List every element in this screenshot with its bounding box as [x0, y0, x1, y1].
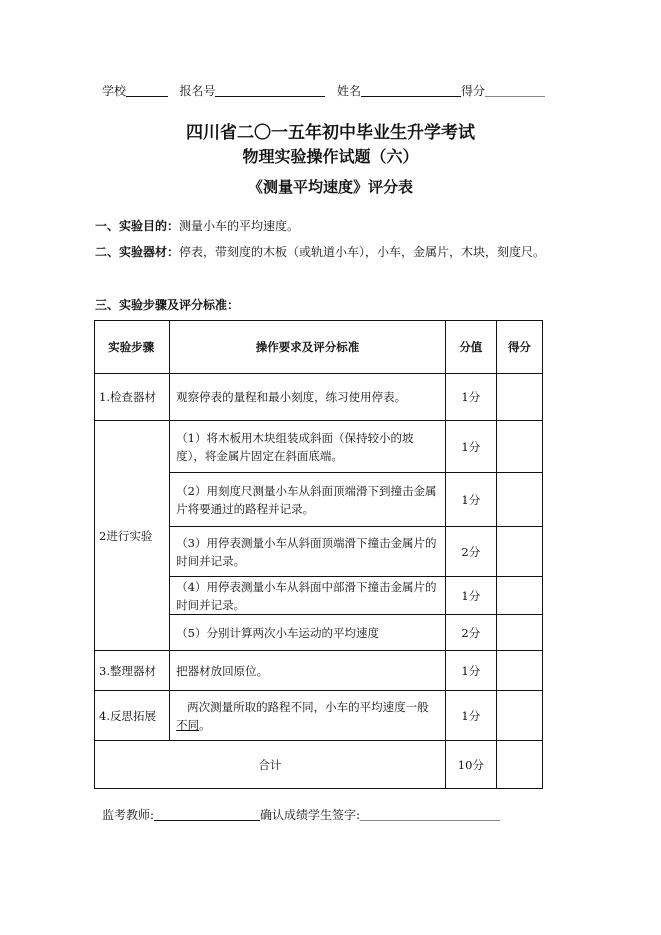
exam-subtitle: 物理实验操作试题（六）	[242, 147, 419, 166]
footer-signatures	[102, 806, 500, 823]
points-cell: 1分	[445, 691, 496, 741]
regno-blank[interactable]	[215, 84, 325, 97]
teacher-signature-blank[interactable]	[154, 808, 260, 821]
header-info-line	[102, 82, 545, 99]
header-points: 分值	[445, 321, 496, 374]
reflection-answer: 不同	[176, 717, 200, 732]
score-cell[interactable]	[496, 691, 542, 741]
table-row	[95, 691, 543, 741]
header-step: 实验步骤	[95, 321, 170, 374]
name-label: 姓名	[336, 84, 361, 98]
steps-label: 三、实验步骤及评分标准：	[95, 298, 240, 312]
score-cell[interactable]	[496, 421, 542, 473]
table-row	[95, 421, 543, 473]
score-label: 得分	[460, 84, 485, 98]
points-cell: 1分	[445, 421, 496, 473]
points-cell: 1分	[445, 651, 496, 691]
score-cell[interactable]	[496, 615, 542, 651]
table-row	[95, 374, 543, 421]
points-cell: 2分	[445, 615, 496, 651]
equipment-text: 停表，带刻度的木板（或轨道小车），小车，金属片，木块，刻度尺。	[179, 245, 546, 259]
points-cell: 2分	[445, 527, 496, 577]
header-score: 得分	[496, 321, 542, 374]
header-requirements: 操作要求及评分标准	[170, 321, 446, 374]
section-equipment	[95, 239, 565, 265]
points-cell: 1分	[445, 577, 496, 615]
requirement-cell: 把器材放回原位。	[170, 651, 446, 691]
table-row	[95, 651, 543, 691]
score-cell[interactable]	[496, 473, 542, 527]
score-cell[interactable]	[496, 527, 542, 577]
requirement-cell: 观察停表的量程和最小刻度，练习使用停表。	[170, 374, 446, 421]
points-cell: 1分	[445, 374, 496, 421]
step-cell: 1.检查器材	[95, 374, 170, 421]
exam-title: 四川省二〇一五年初中毕业生升学考试	[186, 123, 475, 143]
equipment-label: 二、实验器材：	[95, 245, 180, 259]
scoring-table	[94, 320, 543, 789]
step-cell: 2进行实验	[95, 421, 170, 651]
student-signature-blank[interactable]	[360, 808, 500, 821]
points-cell: 1分	[445, 473, 496, 527]
score-cell[interactable]	[496, 374, 542, 421]
requirement-cell: （1）将木板用木块组装成斜面（保持较小的坡度），将金属片固定在斜面底端。	[170, 421, 446, 473]
total-label: 合计	[95, 741, 446, 789]
section-steps	[95, 292, 565, 318]
total-points: 10分	[445, 741, 496, 789]
score-cell[interactable]	[496, 577, 542, 615]
section-purpose	[95, 213, 565, 239]
table-total-row	[95, 741, 543, 789]
table-header-row	[95, 321, 543, 374]
form-title: 《测量平均速度》评分表	[247, 178, 413, 196]
teacher-label: 监考教师:	[102, 808, 155, 822]
requirement-cell: （3）用停表测量小车从斜面顶端滑下撞击金属片的时间并记录。	[170, 527, 446, 577]
school-label: 学校	[102, 84, 127, 98]
score-cell[interactable]	[496, 651, 542, 691]
purpose-text: 测量小车的平均速度。	[179, 219, 300, 233]
reflection-end: 。	[199, 717, 211, 732]
requirement-cell: （2）用刻度尺测量小车从斜面顶端滑下到撞击金属片将要通过的路程并记录。	[170, 473, 446, 527]
step-cell: 3.整理器材	[95, 651, 170, 691]
requirement-cell	[170, 691, 446, 741]
requirement-cell: （5）分别计算两次小车运动的平均速度	[170, 615, 446, 651]
regno-label: 报名号	[179, 84, 216, 98]
requirement-cell: （4）用停表测量小车从斜面中部滑下撞击金属片的时间并记录。	[170, 577, 446, 615]
score-blank[interactable]	[485, 84, 545, 97]
total-score-cell[interactable]	[496, 741, 542, 789]
purpose-label: 一、实验目的：	[95, 219, 180, 233]
student-label: 确认成绩学生签字:	[260, 808, 361, 822]
reflection-question: 两次测量所取的路程不同，小车的平均速度一般	[187, 699, 429, 714]
step-cell: 4.反思拓展	[95, 691, 170, 741]
name-blank[interactable]	[361, 84, 461, 97]
school-blank[interactable]	[126, 84, 168, 97]
